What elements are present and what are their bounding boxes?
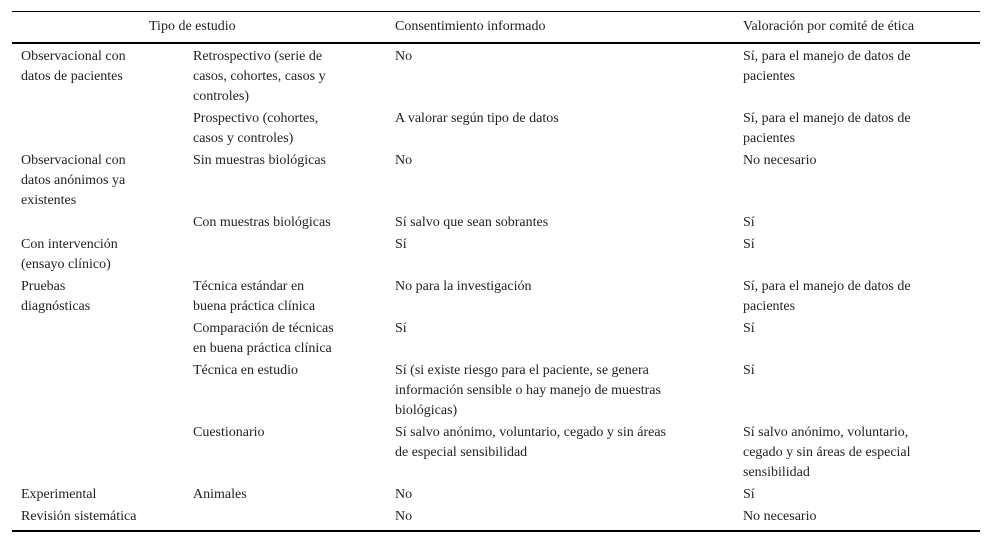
cell-subtipo: Prospectivo (cohortes, bbox=[193, 111, 319, 126]
cell-valoracion: pacientes bbox=[743, 69, 796, 84]
cell-valoracion: No necesario bbox=[743, 153, 817, 168]
cell-subtipo: Cuestionario bbox=[193, 425, 265, 440]
header-tipo-estudio: Tipo de estudio bbox=[149, 19, 236, 34]
cell-subtipo: casos y controles) bbox=[193, 131, 294, 146]
cell-consentimiento: información sensible o hay manejo de muestras bbox=[395, 383, 661, 398]
cell-consentimiento: Sí bbox=[395, 321, 407, 336]
header-consentimiento: Consentimiento informado bbox=[395, 19, 546, 34]
cell-tipo: datos anónimos ya bbox=[21, 173, 126, 188]
cell-consentimiento: de especial sensibilidad bbox=[395, 445, 528, 460]
cell-valoracion: Sí bbox=[743, 363, 755, 378]
cell-subtipo: Animales bbox=[193, 487, 247, 502]
bottom-rule bbox=[12, 530, 980, 532]
cell-subtipo: Técnica en estudio bbox=[193, 363, 298, 378]
cell-subtipo: Retrospectivo (serie de bbox=[193, 49, 323, 64]
cell-valoracion: Sí, para el manejo de datos de bbox=[743, 279, 911, 294]
cell-valoracion: pacientes bbox=[743, 131, 796, 146]
cell-consentimiento: No para la investigación bbox=[395, 279, 532, 294]
cell-valoracion: Sí bbox=[743, 237, 755, 252]
cell-consentimiento: biológicas) bbox=[395, 403, 458, 418]
cell-consentimiento: No bbox=[395, 153, 413, 168]
cell-valoracion: Sí bbox=[743, 487, 755, 502]
cell-subtipo: buena práctica clínica bbox=[193, 299, 316, 314]
cell-tipo: Observacional con bbox=[21, 49, 126, 64]
cell-tipo: existentes bbox=[21, 193, 77, 208]
top-rule bbox=[12, 11, 980, 12]
cell-valoracion: sensibilidad bbox=[743, 465, 810, 480]
cell-consentimiento: No bbox=[395, 49, 413, 64]
cell-valoracion: No necesario bbox=[743, 509, 817, 524]
cell-consentimiento: No bbox=[395, 487, 413, 502]
cell-tipo: Revisión sistemática bbox=[21, 509, 137, 524]
cell-valoracion: cegado y sin áreas de especial bbox=[743, 445, 911, 460]
cell-subtipo: Sin muestras biológicas bbox=[193, 153, 326, 168]
cell-tipo: (ensayo clínico) bbox=[21, 257, 111, 272]
cell-consentimiento: Sí salvo anónimo, voluntario, cegado y sin áreas bbox=[395, 425, 666, 440]
cell-consentimiento: No bbox=[395, 509, 413, 524]
cell-consentimiento: A valorar según tipo de datos bbox=[395, 111, 559, 126]
cell-valoracion: Sí bbox=[743, 215, 755, 230]
cell-subtipo: Con muestras biológicas bbox=[193, 215, 331, 230]
cell-tipo: Observacional con bbox=[21, 153, 126, 168]
cell-tipo: Con intervención bbox=[21, 237, 118, 252]
cell-consentimiento: Sí (si existe riesgo para el paciente, se genera bbox=[395, 363, 649, 378]
cell-subtipo: controles) bbox=[193, 89, 249, 104]
cell-valoracion: Sí salvo anónimo, voluntario, bbox=[743, 425, 909, 440]
cell-valoracion: Sí bbox=[743, 321, 755, 336]
cell-consentimiento: Sí salvo que sean sobrantes bbox=[395, 215, 549, 230]
header-valoracion: Valoración por comité de ética bbox=[743, 19, 915, 34]
cell-tipo: Pruebas bbox=[21, 279, 66, 294]
cell-tipo: diagnósticas bbox=[21, 299, 91, 314]
header-rule bbox=[12, 42, 980, 44]
cell-valoracion: pacientes bbox=[743, 299, 796, 314]
cell-consentimiento: Sí bbox=[395, 237, 407, 252]
cell-valoracion: Sí, para el manejo de datos de bbox=[743, 111, 911, 126]
cell-subtipo: Comparación de técnicas bbox=[193, 321, 334, 336]
cell-subtipo: Técnica estándar en bbox=[193, 279, 305, 294]
cell-tipo: datos de pacientes bbox=[21, 69, 123, 84]
cell-valoracion: Sí, para el manejo de datos de bbox=[743, 49, 911, 64]
cell-tipo: Experimental bbox=[21, 487, 97, 502]
cell-subtipo: en buena práctica clínica bbox=[193, 341, 332, 356]
cell-subtipo: casos, cohortes, casos y bbox=[193, 69, 326, 84]
